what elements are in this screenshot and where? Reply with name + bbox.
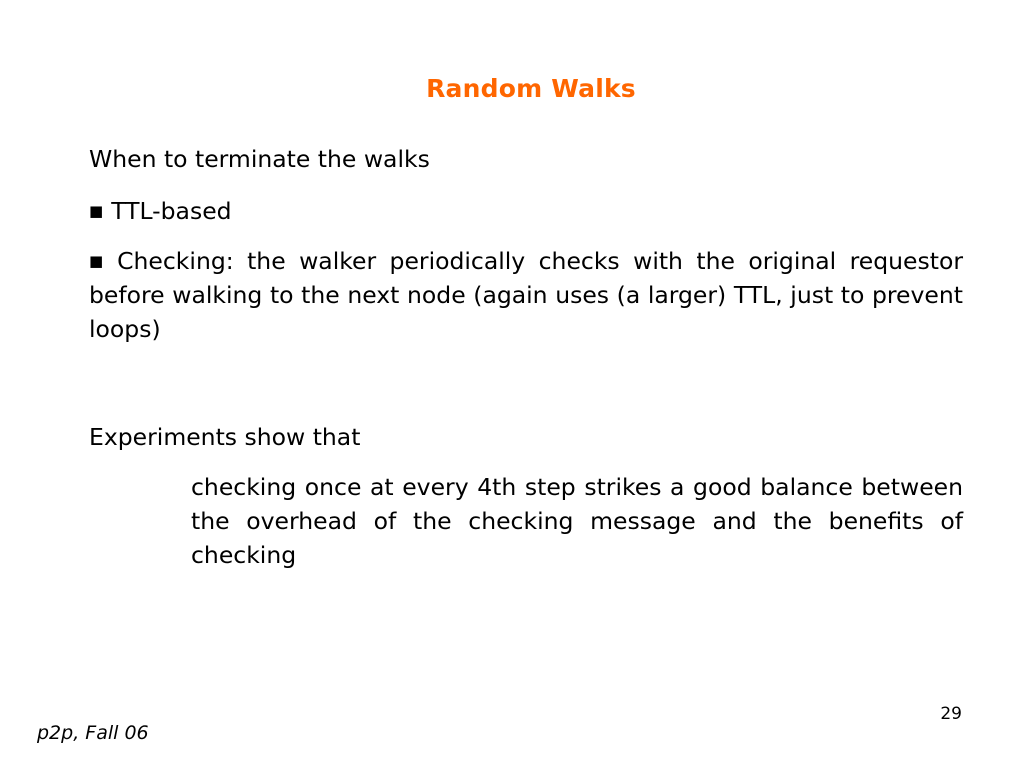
square-bullet-icon: ■: [89, 202, 104, 220]
experiments-heading: Experiments show that: [89, 423, 361, 451]
footer-course: p2p, Fall 06: [37, 722, 149, 744]
square-bullet-icon: ■: [89, 252, 110, 270]
slide-body: [89, 142, 963, 572]
bullet-text: TTL-based: [111, 197, 232, 225]
intro-text: When to terminate the walks: [89, 145, 430, 173]
bullet-text: Checking: the walker periodically checks with the original requestor before walking to the next node (again uses (a larger) TTL, just to prevent loops): [89, 247, 963, 343]
experiments-text: checking once at every 4th step strikes a good balance between the overhead of the checking message and the benefits of checking: [191, 473, 963, 569]
slide-title: Random Walks: [426, 74, 636, 103]
page-number: 29: [940, 704, 962, 724]
spacer: [89, 362, 963, 420]
bullet-item: [89, 244, 963, 346]
bullet-item: [89, 194, 963, 228]
